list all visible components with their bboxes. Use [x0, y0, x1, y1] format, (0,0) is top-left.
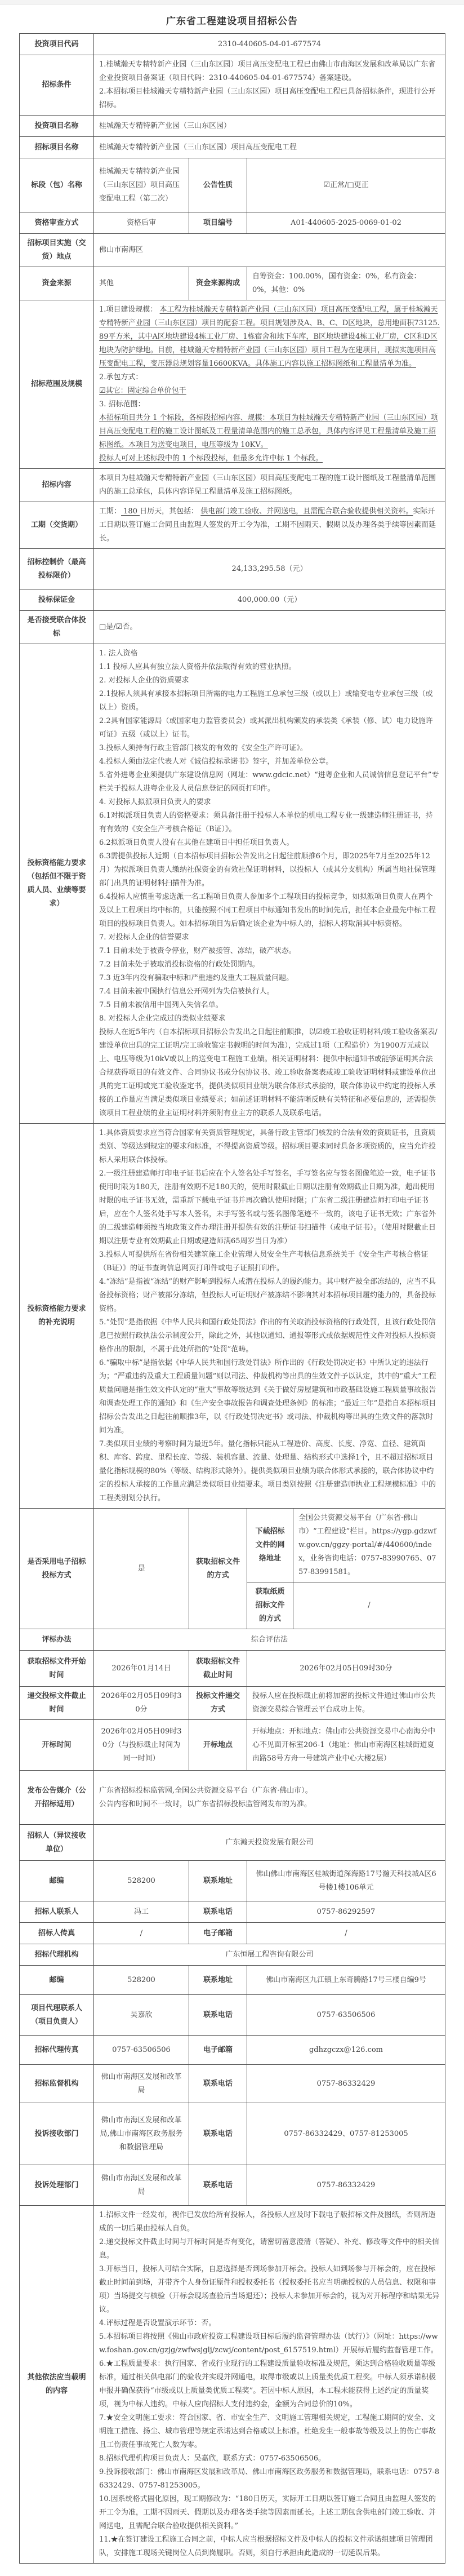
agency-phone-value: 0757-63506506 [247, 1995, 445, 2036]
agency-phone-label: 联系电话 [189, 1995, 247, 2036]
table-row [20, 55, 445, 116]
other-content-label: 其他依法应当载明的内容 [20, 2206, 94, 2564]
conditions-label: 招标条件 [20, 55, 94, 116]
paragraph: 8.招标代理机构项目负责人：吴嘉欣，联系方式：0757-63506506。 [99, 2454, 326, 2463]
qualification-req-value [94, 644, 445, 1124]
duration-value [94, 502, 445, 549]
bid-bond-label: 投标保证金 [20, 589, 94, 611]
complaint-handling-phone-value: 0757-86332429 [247, 2165, 445, 2206]
paragraph: 11.★在签订建设工程施工合同之前，中标人应当根据招标文件及中标人的投标文件承诺组建项目管理团队，安排施工现场关键岗位人员到岗履职。否则，须自行承担由此造成的一切延误后果。 [99, 2535, 433, 2557]
paragraph: 1.1 投标人应具有独立法人资格并依法取得有效的营业执照。 [99, 663, 296, 671]
paragraph: 5.本招标项目将按照《佛山市政府投资工程建设项目标后履约监督管理办法（试行）》（网址：https://www.foshan.gov.cn/gzjg/zwfwsjglj/zcwj/content/post_6157519.html）开展标后履约监督管理工作。 [99, 2333, 438, 2355]
table-row [20, 2165, 445, 2206]
table-row [20, 267, 445, 300]
paragraph: ☑其它：固定综合单价包干 [99, 387, 186, 395]
agency-fax-value: 0757-63506506 [94, 2036, 189, 2065]
agency-contact-value: 吴嘉欣 [94, 1995, 189, 2036]
qualification-notes-value [94, 1124, 445, 1509]
electronic-bidding-label: 是否采用电子招标投标方式 [20, 1509, 94, 1629]
paragraph: 2.本招标项目桂城瀚天专精特新产业园（三山东区园）项目高压变配电工程已具备招标条件，现进行公开招标。 [99, 87, 436, 109]
paragraph: 10.因系统格式固化原因，现工期修改为：“180日历天，实际开工日期以签订施工合同且由监理人签发的开工令为准，工期不因雨天、假期以及办理各类手续等因素而延长。上述工期包含供电部门竣工验收、并网送电，且需配合联合验收提供相关资料。” [99, 2495, 436, 2530]
invest-code-value: 2310-440605-04-01-677574 [94, 34, 445, 55]
control-price-label: 招标控制价（最高投标限价） [20, 549, 94, 589]
tenderer-address-label: 联系地址 [189, 1861, 247, 1901]
table-row [20, 234, 445, 267]
notice-nature-value: ☑正常/□更正 [247, 158, 445, 212]
paragraph: 2.承包方式： [99, 373, 143, 382]
paragraph: 2.1投标人须具有承接本招标项目所需的电力工程施工总承包三级（或以上）或输变电专业承包三级（或以上）资质。 [99, 690, 433, 712]
qualification-review-label: 资格审查方式 [20, 212, 94, 234]
supervisor-phone-value: 0757-86332429 [247, 2065, 445, 2103]
conditions-value [94, 55, 445, 116]
scope-value [94, 300, 445, 469]
submit-deadline-value: 2026年02月05日09时30分 [94, 1687, 189, 1720]
paragraph: 2.一级注册建造师打印电子证书后应在个人签名处手写签名，手写签名应与签名图像笔迹一致，电子证书使用时限为180天，注册有效期不足180天的，使用时限截止日期以注册有效期截止日期为准，超出使用时限的电子证书无效，需重新下载电子证书并再次确认使用时限；广东省二级注册建造师打印电子证书后，应在个人签名处手写本人签名，未手写签名或与签名图像笔迹不一致的，该电子证书无效；广东省外的二级建造师须按当地政策文件办理注册并提供有效的注册证书扫描件（或电子证书）。（使用时限截止日期以注册专业有效期截止日期或建造师满65周岁当日为准） [99, 1169, 436, 1245]
tenderer-fax-label: 招标人传真 [20, 1923, 94, 1944]
opening-place-value: 开标地点：开标地点：佛山市公共资源交易中心南海分中心不见面开标室206-1（地址：佛山市南海区桂城街道夏南路58号方舟一号建筑产业中心大楼2层） [247, 1720, 445, 1771]
tenderer-phone-label: 联系电话 [189, 1901, 247, 1923]
section-name-value: 桂城瀚天专精特新产业园（三山东区园）项目高压变配电工程（第二次） [94, 158, 189, 212]
complaint-receiving-phone-value: 0757-86332429、0757-81253005 [247, 2103, 445, 2165]
table-row [20, 1720, 445, 1771]
complaint-receiving-label: 投诉接收部门 [20, 2103, 94, 2165]
paragraph: 1.具体资质要求应当符合国家有关资质管理规定，具备行政主管部门核发的合法有效的资质证书，且资质类别、等级达到规定的要求和标准，不得提高资质等级。招标项目要求同时具备多项资质的，应当允许投标人采用联合体投标。 [99, 1129, 436, 1164]
paragraph: 1.招标文件一经发布，视作已发放给所有投标人，各投标人应及时下载电子版招标文件及图纸，否则所造成的一切后果由投标人自负。 [99, 2211, 436, 2233]
table-row [20, 1771, 445, 1825]
notice-nature-label: 公告性质 [189, 158, 247, 212]
agency-postal-value: 528200 [94, 1966, 189, 1995]
doc-download-url-value: 全国公共资源交易平台（广东省·佛山市）“工程建设”栏目。https://ygp.gdzwfw.gov.cn/ggzy-portal/#/440600/index，业务咨询电话：0757-83990765、0757-83991581。 [293, 1509, 445, 1582]
paragraph: 7. 对投标人企业的信誉要求 [99, 933, 189, 942]
project-number-value: A01-440605-2025-0069-01-02 [247, 212, 445, 234]
agency-address-label: 联系地址 [189, 1966, 247, 1995]
table-row [20, 644, 445, 1124]
funding-source-value: 其他 [94, 267, 189, 300]
project-number-label: 项目编号 [189, 212, 247, 234]
paragraph: 投标人在近5年内（自本招标项目招标公告发出之日起往前顺推，以☑竣工验收证明材料/竣工验收备案表/建设单位出具的完工证明/完工验收鉴定书载明的时间为准），完成过1项（工程造价）为1900万元或以上、电压等级为10kV或以上的送变电工程施工业绩。相关证明材料：提供中标通知书或能够证明其合法合规获得项目的有效文件、合同协议书或分包协议书、竣工验收备案表或竣工验收证明材料或建设单位出具的完工证明或完工验收鉴定书，提供类似项目业绩为联合体形式承接的，联合体协议中约定的投标人承接的工作量应当满足类似项目业绩要求；如前述证明材料不能清晰反映有关特征和必要信息的，还需提供该项目工程业绩的业主证明材料并须附有业主方的联系人及联系电话。 [99, 1028, 438, 1118]
paragraph: 6.3需提供投标人近期（自本招标项目招标公告发出之日起往前顺推6个月，即2025年7月至2025年12月）为拟派项目负责人缴纳社保资金的有效社保证明材料，以投标人（或其分支机构）所属当地社保管理部门出具的证明材料扫描件为准。 [99, 852, 436, 888]
funding-composition-label: 资金来源构成 [189, 267, 247, 300]
tenderer-label: 招标人（异议接收单位） [20, 1825, 94, 1861]
supervisor-label: 招标监督机构 [20, 2065, 94, 2103]
media-label: 发布公告媒介（公开招标适用） [20, 1771, 94, 1825]
submit-method-value: 投标人应在投标截止前将加密的投标文件通过佛山市公共资源交易综合管理云平台成功上传。 [247, 1687, 445, 1720]
section-name-label: 标段（包）名称 [20, 158, 94, 212]
paragraph: 7.1 目前未处于被责令停业，财产被接管、冻结，破产状态。 [99, 947, 296, 955]
funding-composition-value: 自筹资金：100.00%，国有资金：0%，私有资金：0%，其他：0% [247, 267, 445, 300]
paragraph: 7.4 目前未被中国执行信息公开网列为失信被执行人。 [99, 987, 274, 996]
table-row [20, 116, 445, 137]
paragraph: 7.3 近3年内没有骗取中标和严重违约及重大工程质量问题。 [99, 974, 294, 982]
table-row [20, 34, 445, 55]
complaint-handling-label: 投诉处理部门 [20, 2165, 94, 2206]
paragraph: 7.2 目前未处于被取消投标资格的行政处罚期内。 [99, 960, 260, 969]
bid-bond-value: 400,000.00（元） [94, 589, 445, 611]
agency-label: 招标代理机构 [20, 1944, 94, 1966]
scope-label: 招标范围及规模 [20, 300, 94, 469]
paragraph: 3. 招标范围： [99, 400, 145, 409]
evaluation-method-value: 综合评估法 [94, 1629, 445, 1651]
paragraph: 2.递交投标文件截止时间与开标时间是否有变化，请密切留意澄清（答疑）、补充、修改等文件中的相关信息。 [99, 2238, 439, 2260]
page-title: 广东省工程建设项目招标公告 [166, 16, 298, 27]
invest-name-label: 投资项目名称 [20, 116, 94, 137]
table-row [20, 1923, 445, 1944]
paragraph: 4.投标人须由法定代表人对《诚信投标承诺书》签字，并加盖单位公章。 [99, 757, 333, 766]
tenderer-contact-value: 冯工 [94, 1901, 189, 1923]
qualification-notes-label: 投标资格能力要求的补充说明 [20, 1124, 94, 1509]
complaint-receiving-phone-label: 联系电话 [189, 2103, 247, 2165]
agency-email-label: 电子邮箱 [189, 2036, 247, 2065]
agency-fax-label: 招标代理传真 [20, 2036, 94, 2065]
funding-source-label: 资金来源 [20, 267, 94, 300]
control-price-value: 24,133,295.58（元） [94, 549, 445, 589]
agency-contact-label: 项目代理联系人（项目负责人） [20, 1995, 94, 2036]
tenderer-phone-value: 0757-86292597 [247, 1901, 445, 1923]
paragraph: 公告内容和时间不一致时，以广东省招标投标监管网发布的为准。 [99, 1799, 312, 1808]
paragraph: 6.★工程质量要求：执行国家、省或行业现行的工程建设质量验收标准及规范，须达到合格验收质量等级标准，通过相关供电部门的验收并实现并网通电，取得市级或以上质量类优质工程奖。中标人须承诺积极申报并确保获得“市级或以上质量类优质工程奖”。若因中标人原因，本工程未能获得上述约定的质量奖项，视为中标人违约。中标人应向招标人支付违约金，金额为合同总价的10%。 [99, 2360, 436, 2409]
tenderer-email-label: 电子邮箱 [189, 1923, 247, 1944]
tender-announcement-table [19, 33, 445, 2564]
qualification-req-label: 投标资格能力要求（包括但不限于资质人员、业绩等要求） [20, 644, 94, 1124]
tenderer-value: 广东瀚天投资发展有限公司 [94, 1825, 445, 1861]
paragraph: 3.开标当日，投标人可结合实际，自愿选择是否到场参加开标会。投标人如到场参与开标会的，应在投标截止时间前到场，并带齐个人身份证原件和授权委托书（授权委托书应当明确授权的人员信息、权限和事项）当场提交与核验（开标会现场查验后当场退还）；投标人未参加开标会的，视为对开标程序和结果无异议。 [99, 2265, 440, 2314]
complaint-handling-phone-label: 联系电话 [189, 2165, 247, 2206]
duration-label: 工期（交货期） [20, 502, 94, 549]
paragraph: 3.投标人可提供所在省份相关建筑施工企业管理人员安全生产考核信息系统关于《安全生产考核合格证（B证）》的证书查询信息网页打印件或电子证照打印件。 [99, 1251, 429, 1273]
table-row [20, 2206, 445, 2564]
table-row [20, 1651, 445, 1687]
paragraph: 2.2具有国家能源局（或国家电力监管委员会）或其派出机构颁发的承装类《承装（修、试）电力设施许可证》五级（或以上）证书。 [99, 717, 433, 739]
tender-content-label: 招标内容 [20, 469, 94, 502]
tenderer-email-value: / [247, 1923, 445, 1944]
doc-start-time-value: 2026年01月14日 [94, 1651, 189, 1687]
table-row [20, 502, 445, 549]
paragraph: 6.4投标人应慎重考虑选派一名工程项目负责人参加多个工程项目的投标竞争，如拟派项目负责人在两个及以上工程项目均中标的，只能按照不同工程项目中标通知书发出的时间先后，担任本企业最先中标工程项目的投标项目负责人。如本招标项目为后确定该企业为中标人的，招标人将取消其中标资格。 [99, 893, 436, 928]
tenderer-postal-value: 528200 [94, 1861, 189, 1901]
paragraph: 9.投诉接收部门：佛山市南海区发展和改革局、佛山市南海区政务服务和数据管理局，联系电话：0757-86332429、0757-81253005。 [99, 2468, 440, 2490]
tenderer-fax-value: / [94, 1923, 189, 1944]
table-row [20, 1861, 445, 1901]
table-row [20, 2036, 445, 2065]
paragraph: 4. 对投标人拟派项目负责人的要求 [99, 798, 211, 806]
opening-time-value: 2026年02月05日09时30分（与投标截止时间为同一时间） [94, 1720, 189, 1771]
table-row [20, 1629, 445, 1651]
table-row [20, 158, 445, 212]
table-row [20, 1509, 445, 1582]
consortium-value: □是/☑否。 [94, 611, 445, 644]
table-row [20, 2103, 445, 2165]
paper-doc-method-label: 获取纸质招标文件的方式 [247, 1582, 293, 1629]
paragraph: 6.“骗取中标”是指依据《中华人民共和国行政处罚法》所作出的《行政处罚决定书》中所认定的违法行为；“严重违约及重大工程质量问题”则以司法、仲裁机构等出具的生效文件予以认定，其中的“重大”工程质量问题是指生效文件认定的“重大”事故等级达到《关于做好房屋建筑和市政基础设施工程质量事故报告和调查处理工作的通知》和《生产安全事故报告和调查处理条例》的标准；“最近三年”是指自本招标项目招标公告发出之日起往前顺推3年，以《行政处罚决定书》或司法、仲裁机构等出具的生效文件的落款时间为准。 [99, 1359, 436, 1435]
paragraph: 5.省外进粤企业须提供广东建设信息网（网址：www.gdcic.net）“进粤企业和人员诚信信息登记平台”专栏关于投标人进粤企业及人员信息登记的网页打印件。 [99, 771, 439, 793]
tenderer-address-value: 佛山佛山市南海区桂城街道深海路17号瀚天科技城A区6号楼1楼106单元 [247, 1861, 445, 1901]
table-row [20, 1944, 445, 1966]
tenderer-contact-label: 招标人联系人 [20, 1901, 94, 1923]
other-content-value [94, 2206, 445, 2564]
doc-deadline-value: 2026年02月05日09时30分 [247, 1651, 445, 1687]
doc-start-time-label: 获取招标文件开始时间 [20, 1651, 94, 1687]
paragraph: 8. 对投标人企业完成过的类似业绩要求 [99, 1014, 226, 1023]
tenderer-postal-label: 邮编 [20, 1861, 94, 1901]
paragraph: 工期： 180 日历天，其包括： 供电部门竣工验收、并网送电，且需配合联合验收提供相关资料。实际开工日期以签订施工合同且由监理人签发的开工令为准，工期不因雨天、假期以及办理各类手续等因素而延长。 [99, 507, 436, 543]
paragraph: 5.“处罚”是指依据《中华人民共和国行政处罚法》作出的有关取消投标资格的行政处罚，且该行政处罚信息已按照行政执法公示制度公开，除此之外，其他以通知、通报等形式或依据规范性文件对投标人投标资格作出的限制，不属于此处所指的“处罚”范畴。 [99, 1318, 436, 1354]
table-row [20, 137, 445, 158]
paragraph: 本招标项目共分 1 个标段，各标段招标内容、规模：本项目为桂城瀚天专精特新产业园（三山东区园）项目高压变配电工程的施工设计图纸及工程量清单范围内的施工总承包，具体内容详见工程量清单及施工招标图纸。本项目为送变电项目，电压等级为 10KV。 [99, 414, 438, 449]
paragraph: 6.2拟派项目负责人没有在其他在建项目中担任项目负责人。 [99, 839, 294, 847]
paragraph: 4.“冻结”是指被“冻结”的财产影响到投标人或潜在投标人的履约能力。其中财产被全部冻结的，应当不具备投标资格；财产被部分冻结，但投标人可证明财产被冻结不影响其对本招标项目履约能力的，具备投标资格。 [99, 1278, 436, 1313]
opening-place-label: 开标地点 [189, 1720, 247, 1771]
paragraph: 1.项目建设规模： 本工程为桂城瀚天专精特新产业园（三山东区园）项目高压变配电工程，属于桂城瀚天专精特新产业园（三山东区园）项目的配套工程。项目规划涉及A、B、C、D区地块，总用地面积73125.89平方米，其中A区地块建设4栋工业厂房、1栋宿舍和地下车库，B区地块建设4栋工业厂房，C区和D区地块为防护绿地。目前，桂城瀚天专精特新产业园（三山东区园）项目工程为在建项目，现拟实施项目高压变配电工程，变压器总规划容量16600KVA。具体施工内容以施工招标图纸和工程量清单为准。 [99, 305, 440, 368]
doc-deadline-label: 获取招标文件截止时间 [189, 1651, 247, 1687]
paragraph: 2. 对投标人企业的资质要求 [99, 676, 189, 685]
media-value [94, 1771, 445, 1825]
consortium-label: 是否接受联合体投标 [20, 611, 94, 644]
agency-value: 广东恒展工程咨询有限公司 [94, 1944, 445, 1966]
table-row [20, 1995, 445, 2036]
table-row [20, 469, 445, 502]
browser-top-strip [0, 0, 464, 5]
paragraph: 本项目为桂城瀚天专精特新产业园（三山东区园）项目高压变配电工程的施工设计图纸及工程量清单范围内的施工总承包，具体内容详见工程量清单及施工招标图纸。 [99, 474, 436, 496]
complaint-receiving-value: 佛山市南海区发展和改革局,佛山市南海区政务服务和数据管理局 [94, 2103, 189, 2165]
agency-address-value: 佛山市南海区九江镇上东奇腾路17号三楼自编9号 [247, 1966, 445, 1995]
paragraph: 7.5 目前未被信用中国列入失信名单。 [99, 1001, 223, 1009]
paragraph: 1.桂城瀚天专精特新产业园（三山东区园）项目高压变配电工程已由佛山市南海区发展和改革局以广东省企业投资项目备案证（项目代码：2310-440605-04-01-677574）备案建设。 [99, 60, 436, 82]
paragraph: 3.投标人须持有行政主管部门核发的有效的《安全生产许可证》。 [99, 744, 307, 752]
tender-name-label: 招标项目名称 [20, 137, 94, 158]
opening-time-label: 开标时间 [20, 1720, 94, 1771]
delivery-location-label: 招标项目实施（交货）地点 [20, 234, 94, 267]
agency-email-value: gdhzgczx@126.com [247, 2036, 445, 2065]
table-row [20, 1687, 445, 1720]
complaint-handling-value: 佛山市南海区发展和改革局 [94, 2165, 189, 2206]
doc-obtain-method-label: 获取招标文件的方式 [189, 1509, 247, 1629]
paragraph: 6.1对拟派项目负责人的资格要求：须具备注册于投标人本单位的机电工程专业一级建造师注册证书，持有有效的《安全生产考核合格证（B证）》。 [99, 812, 433, 833]
table-row [20, 589, 445, 611]
doc-download-url-label: 下载招标文件的网络地址 [247, 1509, 293, 1582]
paragraph: 4.评标过程是否设置演示环节：否。 [99, 2319, 216, 2327]
supervisor-phone-label: 联系电话 [189, 2065, 247, 2103]
qualification-review-value: 资格后审 [94, 212, 189, 234]
table-row [20, 1966, 445, 1995]
tender-content-value [94, 469, 445, 502]
paper-doc-method-value: / [293, 1582, 445, 1629]
electronic-bidding-value: 是 [94, 1509, 189, 1629]
table-row [20, 1124, 445, 1509]
paragraph: 7.★安全文明施工要求：符合国家、省、市安全生产、文明施工管理相关规定，工程施工期间的安全、文明施工措施、扬尘、城市管理等规定承诺达到合格或以上标准。杜绝发生一般事故等级及以上的伤亡事故且工伤责任事故死亡人数为零。 [99, 2414, 436, 2449]
invest-code-label: 投资项目代码 [20, 34, 94, 55]
table-row [20, 549, 445, 589]
paragraph: 7.类似项目业绩的考察时间为最近5年。量化指标只能从工程造价、高度、长度、净宽、直径、建筑面积、库容、跨度、里程长度、等级、装机容量、流量、处理量、结构形式中选择1个，且不超过招标项目量化指标规模的80%（等级、结构形式除外）。提供类似项目业绩为联合体形式承接的，联合体协议中约定的投标人承接的工作量应满足类似项目业绩要求。项目类别按照《注册建造师执业工程规模标准》中的工程类别划分执行。 [99, 1440, 436, 1502]
table-row [20, 611, 445, 644]
paragraph: 广东省招标投标监管网,全国公共资源交易平台（广东省·佛山市）。 [99, 1786, 313, 1795]
invest-name-value: 桂城瀚天专精特新产业园（三山东区园） [94, 116, 445, 137]
evaluation-method-label: 评标办法 [20, 1629, 94, 1651]
submit-deadline-label: 递交投标文件截止时间 [20, 1687, 94, 1720]
tender-name-value: 桂城瀚天专精特新产业园（三山东区园）项目高压变配电工程 [94, 137, 445, 158]
table-row [20, 212, 445, 234]
delivery-location-value: 佛山市南海区 [94, 234, 445, 267]
table-row [20, 1901, 445, 1923]
table-row [20, 1825, 445, 1861]
paragraph: 投标人可对上述标段中的 1 个标段投标，但最多允许中标 1 个标段。 [99, 454, 323, 463]
supervisor-value: 佛山市南海区发展和改革局 [94, 2065, 189, 2103]
paragraph: 1. 法人资格 [99, 649, 138, 658]
table-row [20, 2065, 445, 2103]
agency-postal-label: 邮编 [20, 1966, 94, 1995]
submit-method-label: 投标文件递交方式 [189, 1687, 247, 1720]
table-row [20, 300, 445, 469]
